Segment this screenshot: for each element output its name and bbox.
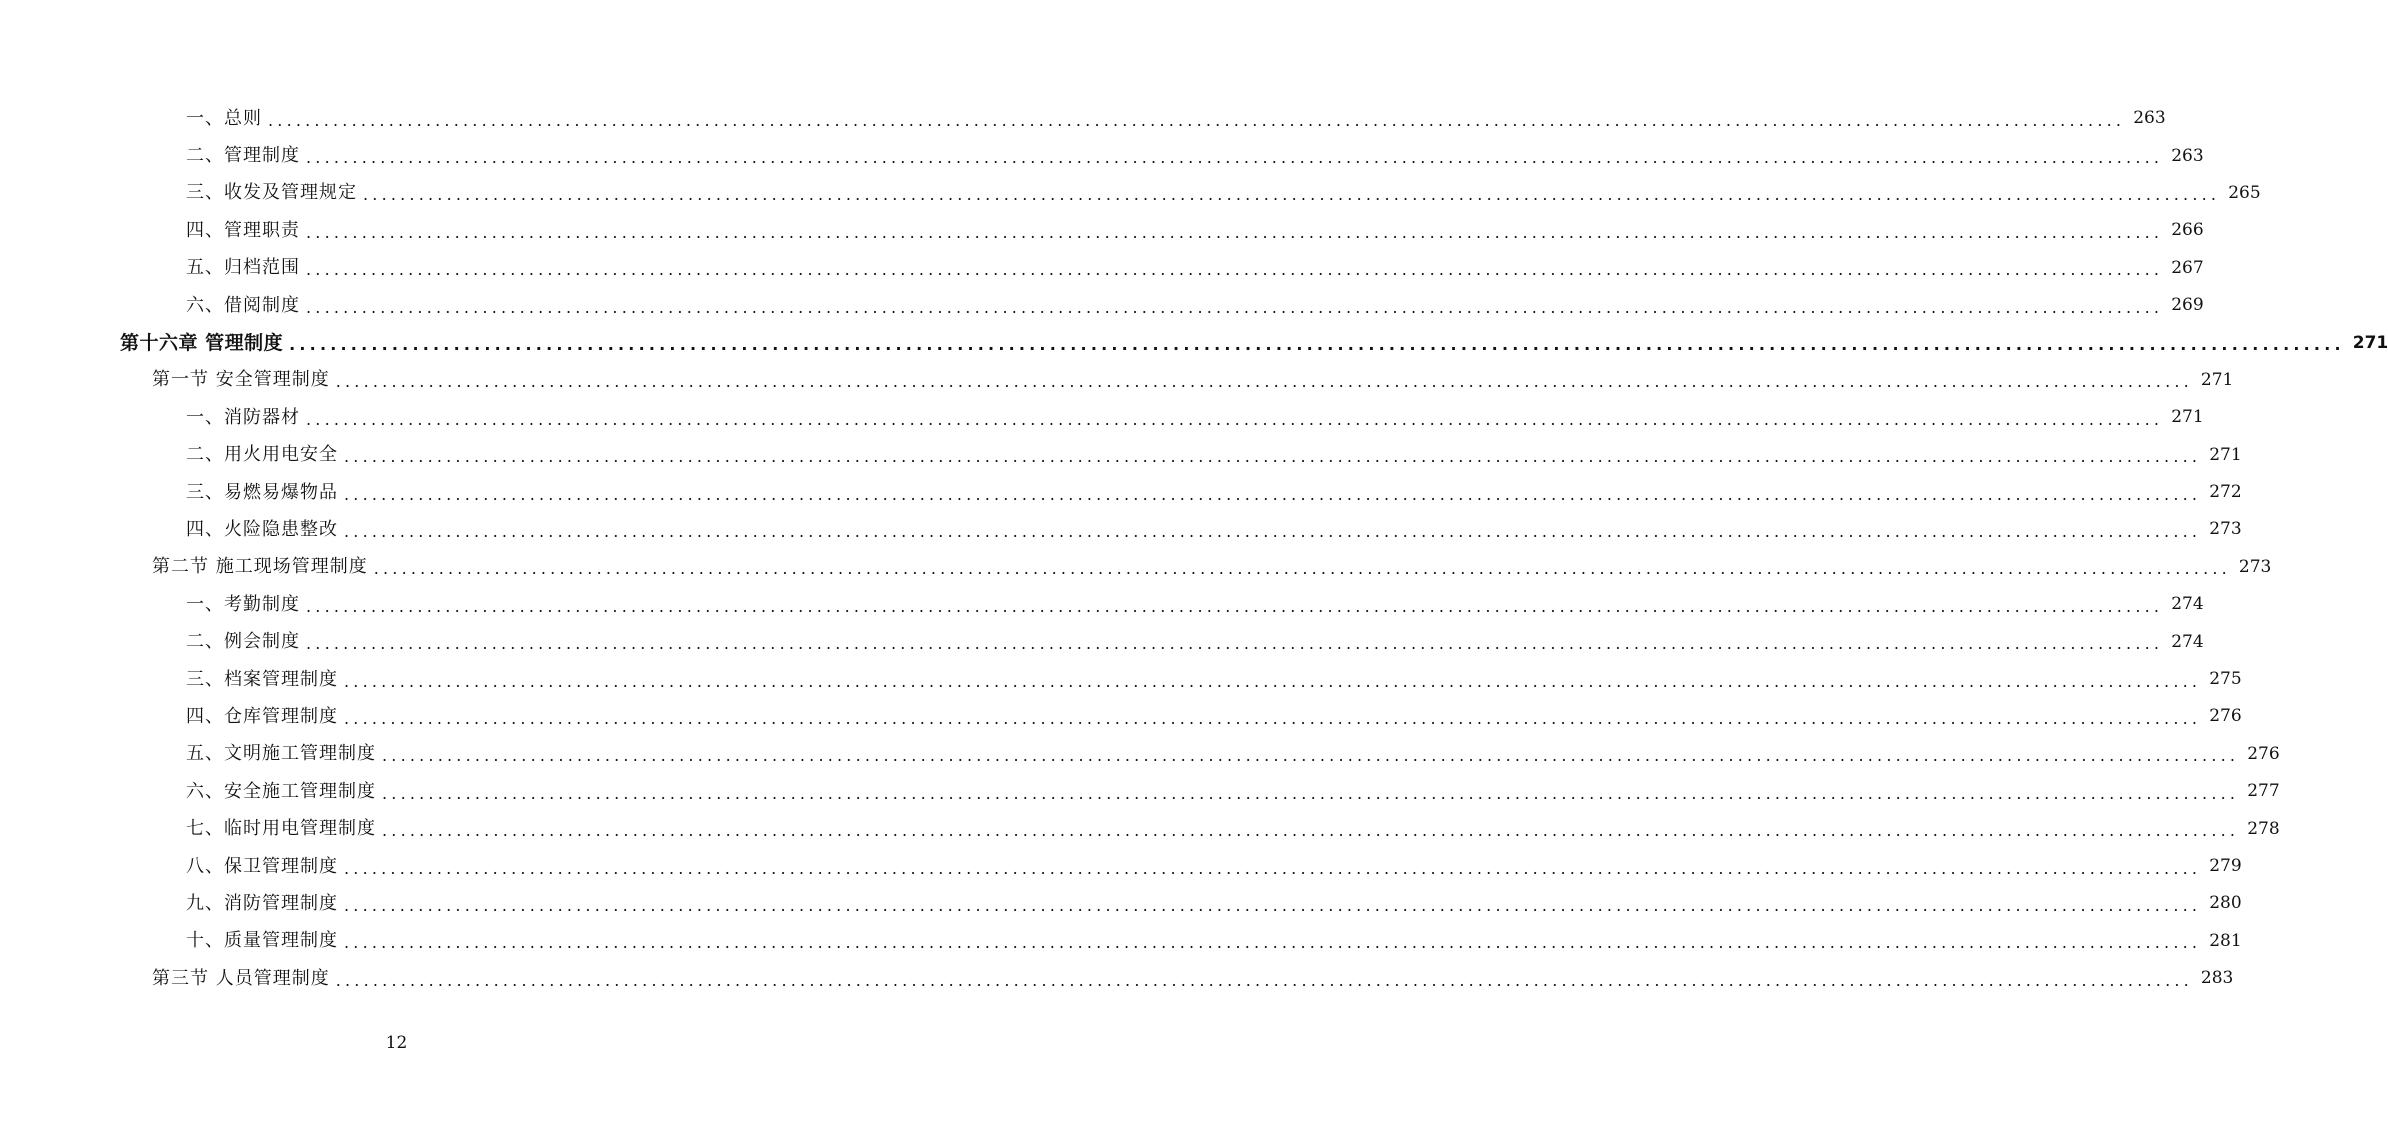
toc-dot-leader: ........................................................................................................................................................................................................ [306, 596, 2164, 616]
toc-dot-leader: ........................................................................................................................................................................................................ [344, 671, 2202, 691]
toc-item-entry[interactable] [0, 623, 2204, 660]
toc-entry-page: 281 [2209, 930, 2242, 951]
toc-dot-leader: ........................................................................................................................................................................................................ [335, 970, 2193, 990]
toc-dot-leader: ........................................................................................................................................................................................................ [344, 895, 2202, 915]
toc-entry-page: 271 [2209, 444, 2242, 465]
toc-dot-leader: ........................................................................................................................................................................................................ [382, 783, 2240, 803]
page-number: 12 [385, 1033, 408, 1053]
toc-entry-label: 三、档案管理制度 [186, 668, 338, 690]
toc-entry-page: 272 [2209, 482, 2242, 503]
toc-entry-page: 274 [2171, 594, 2204, 615]
toc-dot-leader: ........................................................................................................................................................................................................ [306, 409, 2164, 429]
toc-entry-label: 一、考勤制度 [186, 593, 300, 615]
toc-entry-page: 279 [2209, 856, 2242, 876]
toc-dot-leader: ........................................................................................................................................................................................................ [373, 559, 2231, 579]
toc-item-entry[interactable] [0, 586, 2204, 623]
toc-item-entry[interactable] [0, 773, 2280, 810]
toc-item-entry[interactable] [0, 661, 2242, 698]
toc-item-entry[interactable] [0, 175, 2261, 212]
toc-dot-leader: ........................................................................................................................................................................................................ [344, 484, 2202, 504]
toc-entry-page: 273 [2238, 556, 2272, 577]
toc-dot-leader: ........................................................................................................................................................................................................ [335, 372, 2193, 392]
toc-entry-label: 第三节 人员管理制度 [152, 967, 330, 989]
toc-item-entry[interactable] [0, 885, 2242, 922]
toc-item-entry[interactable] [0, 698, 2242, 735]
toc-entry-label: 第十六章 管理制度 [120, 331, 284, 354]
toc-entry-page: 266 [2171, 220, 2204, 241]
toc-item-entry[interactable] [0, 100, 2166, 137]
toc-entry-page: 271 [2352, 332, 2388, 353]
toc-section-entry[interactable] [0, 960, 2234, 997]
toc-section-entry[interactable] [0, 362, 2234, 399]
toc-entry-label: 第二节 施工现场管理制度 [152, 556, 368, 578]
toc-entry-page: 265 [2228, 182, 2261, 203]
toc-dot-leader: ........................................................................................................................................................................................................ [363, 185, 2221, 205]
toc-dot-leader: ........................................................................................................................................................................................................ [344, 858, 2202, 878]
toc-entry-page: 269 [2171, 295, 2204, 316]
toc-entry-label: 十、质量管理制度 [186, 930, 338, 952]
toc-entry-label: 三、收发及管理规定 [186, 182, 357, 204]
toc-entry-page: 277 [2247, 781, 2280, 802]
toc-dot-leader: ........................................................................................................................................................................................................ [268, 110, 2126, 130]
toc-entry-label: 三、易燃易爆物品 [186, 481, 338, 503]
toc-entry-label: 一、总则 [186, 107, 262, 129]
toc-entry-page: 263 [2171, 145, 2204, 166]
toc-entry-page: 280 [2209, 893, 2242, 914]
toc-dot-leader: ........................................................................................................................................................................................................ [306, 297, 2164, 317]
toc-entry-label: 六、安全施工管理制度 [186, 780, 376, 802]
toc-entry-label: 四、管理职责 [186, 219, 300, 241]
toc-entry-label: 二、例会制度 [186, 631, 300, 653]
toc-entry-label: 七、临时用电管理制度 [186, 818, 376, 840]
toc-dot-leader: ........................................................................................................................................................................................................ [306, 148, 2164, 168]
toc-item-entry[interactable] [0, 437, 2242, 474]
toc-item-entry[interactable] [0, 137, 2204, 174]
toc-entry-label: 六、借阅制度 [186, 294, 300, 316]
toc-item-entry[interactable] [0, 511, 2242, 548]
toc-item-entry[interactable] [0, 923, 2242, 960]
toc-entry-page: 278 [2247, 818, 2280, 839]
toc-entry-page: 274 [2171, 631, 2204, 652]
toc-dot-leader: ........................................................................................................................................................................................................ [306, 222, 2164, 242]
toc-dot-leader: ........................................................................................................................................................................................................ [306, 260, 2164, 280]
toc-dot-leader: ........................................................................................................................................................................................................ [382, 821, 2240, 841]
toc-entry-page: 276 [2209, 706, 2242, 727]
toc-entry-label: 九、消防管理制度 [186, 892, 338, 914]
toc-item-entry[interactable] [0, 287, 2204, 324]
toc-entry-page: 267 [2171, 257, 2204, 278]
toc-dot-leader: ........................................................................................................................................................................................................ [344, 708, 2202, 728]
toc-dot-leader: ........................................................................................................................................................................................................ [344, 933, 2202, 953]
toc-entry-label: 四、火险隐患整改 [186, 518, 338, 540]
toc-entry-page: 271 [2171, 407, 2204, 428]
toc-entry-page: 263 [2133, 108, 2166, 129]
toc-dot-leader: ........................................................................................................................................................................................................ [344, 447, 2202, 467]
toc-dot-leader: ........................................................................................................................................................................................................ [344, 521, 2202, 541]
toc-dot-leader: ........................................................................................................................................................................................................ [289, 335, 2345, 355]
toc-entry-label: 一、消防器材 [186, 406, 300, 428]
toc-entry-label: 四、仓库管理制度 [186, 705, 338, 727]
table-of-contents [0, 100, 2388, 997]
toc-item-entry[interactable] [0, 399, 2204, 436]
toc-item-entry[interactable] [0, 848, 2242, 885]
toc-entry-label: 五、归档范围 [186, 257, 300, 279]
toc-item-entry[interactable] [0, 212, 2204, 249]
toc-entry-label: 五、文明施工管理制度 [186, 743, 376, 765]
toc-chapter-entry[interactable] [0, 324, 2388, 361]
toc-entry-page: 283 [2200, 968, 2234, 989]
toc-item-entry[interactable] [0, 250, 2204, 287]
toc-item-entry[interactable] [0, 474, 2242, 511]
toc-item-entry[interactable] [0, 736, 2280, 773]
toc-entry-label: 二、管理制度 [186, 145, 300, 167]
toc-section-entry[interactable] [0, 549, 2272, 586]
toc-entry-label: 第一节 安全管理制度 [152, 369, 330, 391]
toc-entry-label: 二、用火用电安全 [186, 444, 338, 466]
toc-entry-page: 273 [2209, 519, 2242, 540]
toc-entry-page: 275 [2209, 669, 2242, 690]
toc-entry-page: 276 [2247, 743, 2280, 764]
toc-dot-leader: ........................................................................................................................................................................................................ [382, 746, 2240, 766]
toc-item-entry[interactable] [0, 810, 2280, 847]
toc-entry-page: 271 [2200, 369, 2234, 390]
toc-dot-leader: ........................................................................................................................................................................................................ [306, 634, 2164, 654]
toc-entry-label: 八、保卫管理制度 [186, 855, 338, 877]
